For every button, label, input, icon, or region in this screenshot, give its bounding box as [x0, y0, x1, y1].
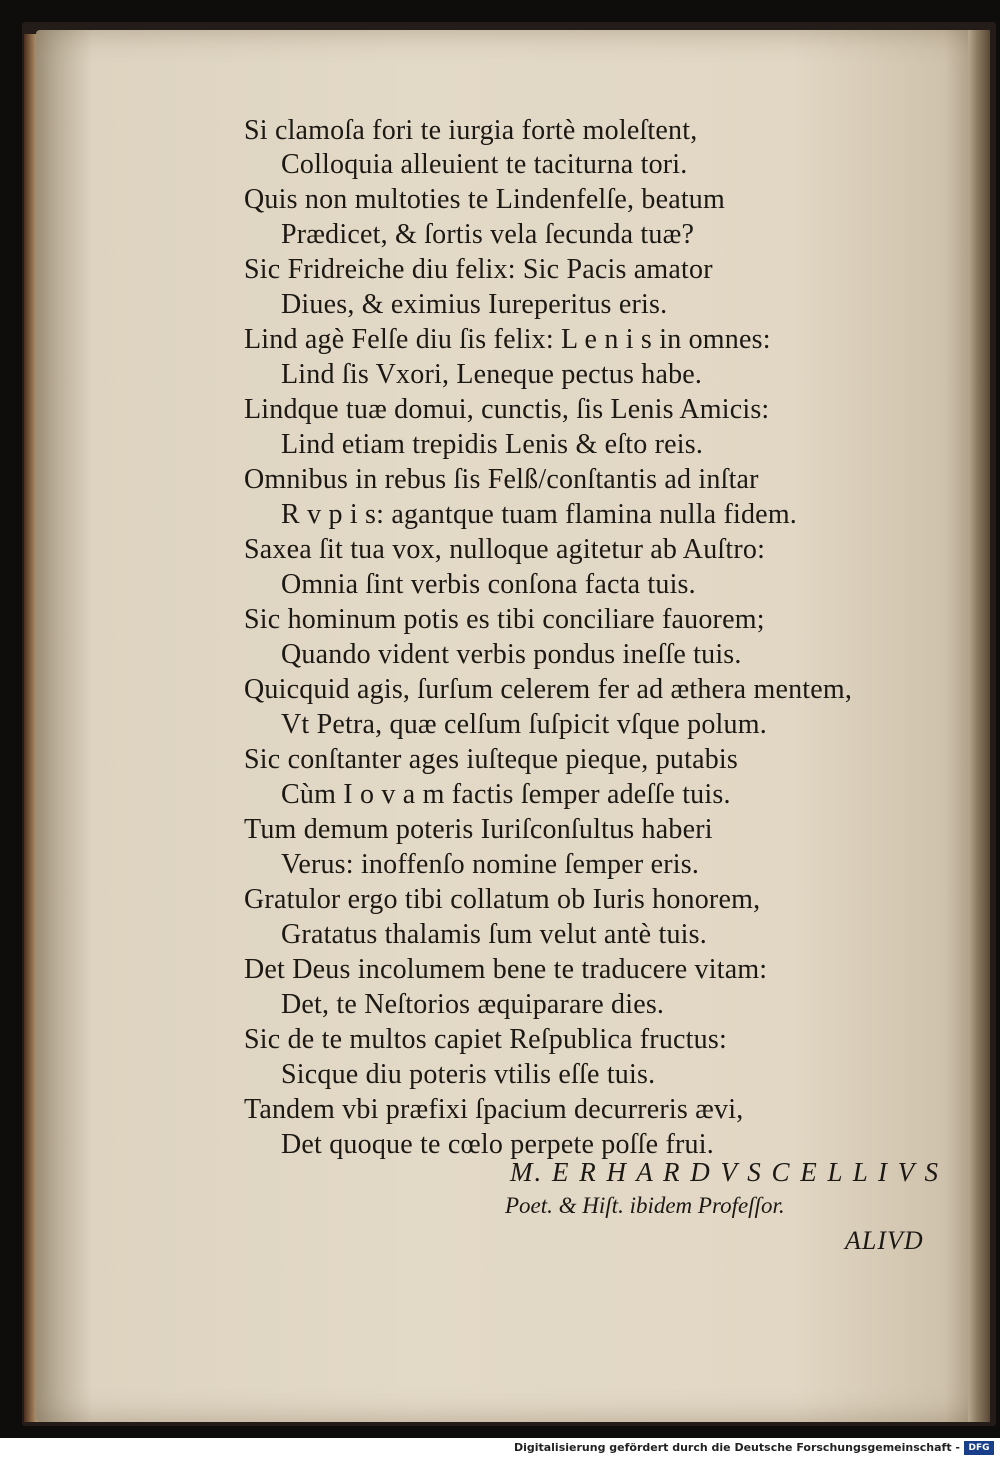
- poem-line: Vt Petra, quæ celſum ſuſpicit vſque polum.: [281, 709, 767, 740]
- catchword: ALIVD: [845, 1226, 924, 1255]
- poem-line: Lind ſis Vxori, Leneque pectus habe.: [281, 359, 703, 390]
- poem-line: Sic hominum potis es tibi conciliare fauorem;: [244, 604, 765, 635]
- funding-notice: Digitalisierung gefördert durch die Deutsche Forschungsgemeinschaft -: [513, 1441, 960, 1454]
- author-title: Poet. & Hiſt. ibidem Profeſſor.: [505, 1193, 785, 1218]
- poem-line: Lind etiam trepidis Lenis & eſto reis.: [281, 429, 704, 460]
- poem-line: Gratatus thalamis ſum velut antè tuis.: [281, 919, 707, 950]
- poem-line: Verus: inoffenſo nomine ſemper eris.: [281, 849, 700, 880]
- poem-line: Saxea ſit tua vox, nulloque agitetur ab Auſtro:: [244, 534, 766, 565]
- author-signature: M. E R H A R D V S C E L L I V S: [510, 1157, 941, 1187]
- poem-line: Lind agè Felſe diu ſis felix: L e n i s in omnes:: [244, 324, 771, 355]
- poem-line: Colloquia alleuient te taciturna tori.: [281, 149, 688, 180]
- poem-line: Prædicet, & ſortis vela ſecunda tuæ?: [281, 219, 695, 250]
- poem-line: Cùm I o v a m factis ſemper adeſſe tuis.: [281, 779, 731, 810]
- dfg-logo-icon: DFG: [964, 1441, 994, 1455]
- poem-line: Omnia ſint verbis conſona facta tuis.: [281, 569, 696, 600]
- poem-line: Sic de te multos capiet Reſpublica fructus:: [244, 1024, 727, 1055]
- poem-line: Tandem vbi præfixi ſpacium decurreris ævi,: [244, 1094, 744, 1125]
- poem-line: Tum demum poteris Iuriſconſultus haberi: [244, 814, 713, 845]
- poem-line: Si clamoſa fori te iurgia fortè moleſtent,: [244, 115, 698, 146]
- poem-line: Lindque tuæ domui, cunctis, ſis Lenis Amicis:: [244, 394, 770, 425]
- poem-line: Det quoque te cœlo perpete poſſe frui.: [281, 1129, 714, 1160]
- poem-line: Sic Fridreiche diu felix: Sic Pacis amator: [244, 254, 713, 285]
- footer-bar: [0, 1438, 1000, 1458]
- poem-line: Det, te Neſtorios æquiparare dies.: [281, 989, 665, 1020]
- poem-line: Sicque diu poteris vtilis eſſe tuis.: [281, 1059, 656, 1090]
- poem-line: Diues, & eximius Iureperitus eris.: [281, 289, 668, 320]
- poem-line: R v p i s: agantque tuam flamina nulla fidem.: [281, 499, 797, 530]
- poem-line: Sic conſtanter ages iuſteque pieque, putabis: [244, 744, 738, 775]
- poem-line: Det Deus incolumem bene te traducere vitam:: [244, 954, 768, 985]
- poem-line: Quando vident verbis pondus ineſſe tuis.: [281, 639, 742, 670]
- poem-line: Omnibus in rebus ſis Felß/conſtantis ad inſtar: [244, 464, 759, 495]
- poem-line: Quis non multoties te Lindenfelſe, beatum: [244, 184, 725, 215]
- poem-line: Quicquid agis, ſurſum celerem fer ad æthera mentem,: [244, 674, 853, 705]
- poem-line: Gratulor ergo tibi collatum ob Iuris honorem,: [244, 884, 761, 915]
